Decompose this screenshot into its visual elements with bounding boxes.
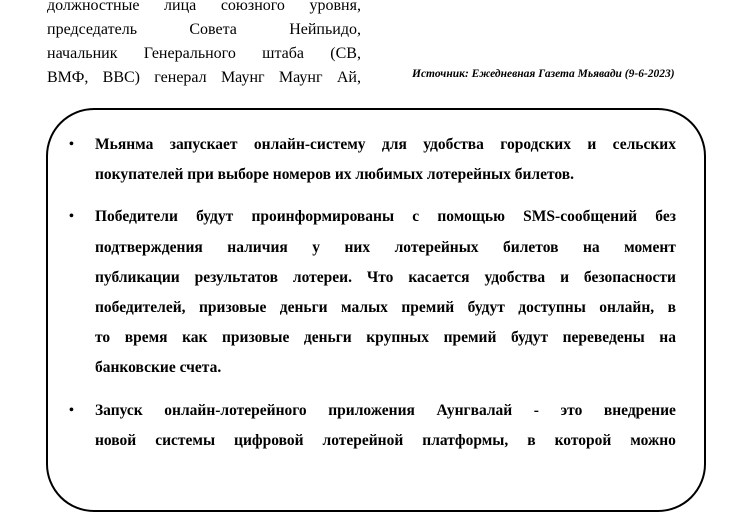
word: будут: [510, 329, 549, 347]
word: это: [560, 401, 583, 419]
word: Запуск: [95, 401, 143, 419]
bullet-dot-icon: •: [69, 209, 74, 225]
word: без: [655, 208, 676, 226]
word: в: [667, 299, 676, 317]
bullet-list: [69, 130, 676, 468]
word: в: [527, 431, 536, 449]
bullet-2-line-5: [95, 323, 676, 353]
word: Нейпьидо,: [289, 21, 361, 38]
word: время: [124, 329, 168, 347]
word: Что: [366, 268, 394, 286]
word: крупных: [366, 329, 430, 347]
bullet-1-line-2: покупателей при выборе номеров их любимых лотерейных билетов.: [95, 166, 575, 184]
word: премий: [401, 299, 455, 317]
word: Генерального: [143, 45, 236, 62]
bullet-1-line-1: [95, 130, 676, 160]
word: председатель: [47, 21, 137, 38]
word: лотерейной: [322, 431, 404, 449]
word: результатов: [194, 268, 278, 286]
word: штаба: [262, 45, 304, 62]
word: ВВС): [102, 69, 140, 86]
word: новой: [95, 431, 137, 449]
word: ВМФ,: [47, 69, 89, 86]
bullet-3-line-1: [95, 396, 676, 426]
word: Маунг: [278, 69, 323, 86]
word: будут: [196, 208, 234, 226]
word: помощью: [437, 208, 505, 226]
word: у: [312, 238, 321, 256]
bullet-item-2: [69, 202, 676, 383]
bullet-2-line-2: [95, 233, 676, 263]
word: Маунг: [220, 69, 265, 86]
word: проинформированы: [251, 208, 395, 226]
word: Совета: [189, 21, 237, 38]
word: Ай,: [336, 69, 361, 86]
bullet-dot-icon: •: [69, 137, 74, 152]
word: сельских: [612, 136, 676, 153]
word: лотереи.: [292, 268, 352, 286]
word: которой: [554, 431, 612, 449]
word: билетов: [503, 238, 559, 256]
bullet-2-line-3: [95, 263, 676, 293]
word: безопасности: [583, 268, 676, 286]
word: должностные: [47, 0, 140, 14]
word: удобства: [484, 268, 546, 286]
word: переведены: [562, 329, 645, 347]
top-line-2: [47, 18, 361, 42]
bullet-2-line-4: [95, 293, 676, 323]
word: призовые: [199, 299, 267, 317]
word: подтверждения: [95, 238, 203, 256]
word: как: [182, 329, 208, 347]
word: можно: [630, 431, 676, 449]
word: них: [344, 238, 371, 256]
word: приложения: [328, 401, 415, 419]
word: внедрение: [603, 401, 676, 419]
word: системы: [155, 431, 216, 449]
word: Аунгвалай: [436, 401, 513, 419]
word: запускает: [169, 136, 238, 153]
word: касается: [408, 268, 470, 286]
word: онлайн-систему: [253, 136, 366, 153]
word: SMS-сообщений: [523, 208, 638, 226]
bullet-2-line-6: банковские счета.: [95, 359, 222, 377]
word: удобства: [423, 136, 484, 153]
word: начальник: [47, 45, 118, 62]
word: генерал: [154, 69, 207, 86]
word: деньги: [279, 299, 328, 317]
word: городских: [500, 136, 571, 153]
word: призовые: [221, 329, 290, 347]
word: победителей,: [95, 299, 186, 317]
word: Мьянма: [95, 136, 154, 153]
word: публикации: [95, 268, 180, 286]
bullet-2-line-1: [95, 202, 676, 232]
bullet-item-3: [69, 396, 676, 456]
word: лотерейных: [394, 238, 479, 256]
word: Победители: [95, 208, 178, 226]
word: для: [381, 136, 407, 153]
bullet-3-line-2: [95, 426, 676, 456]
word: уровня,: [309, 0, 361, 14]
word: и: [560, 268, 570, 286]
word: союзного: [220, 0, 285, 14]
word: малых: [341, 299, 388, 317]
word: (СВ,: [330, 45, 361, 62]
top-line-1: [47, 0, 361, 18]
word: онлайн-лотерейного: [164, 401, 307, 419]
word: будут: [467, 299, 505, 317]
bullet-item-1: [69, 130, 676, 190]
word: лица: [164, 0, 197, 14]
word: деньги: [303, 329, 352, 347]
top-line-4: [47, 66, 361, 90]
top-line-3: [47, 42, 361, 66]
word: с: [412, 208, 420, 226]
word: платформы,: [422, 431, 509, 449]
word: премий: [443, 329, 497, 347]
top-paragraph: [47, 0, 361, 90]
word: -: [533, 401, 539, 419]
bullet-dot-icon: •: [69, 402, 74, 418]
word: цифровой: [234, 431, 304, 449]
word: онлайн,: [599, 299, 655, 317]
word: то: [95, 329, 111, 347]
word: на: [659, 329, 676, 347]
word: на: [582, 238, 600, 256]
source-caption: Источник: Ежедневная Газета Мьявади (9-6-2023): [412, 68, 675, 80]
word: наличия: [227, 238, 288, 256]
word: доступны: [518, 299, 586, 317]
word: момент: [624, 238, 676, 256]
word: и: [587, 136, 597, 153]
